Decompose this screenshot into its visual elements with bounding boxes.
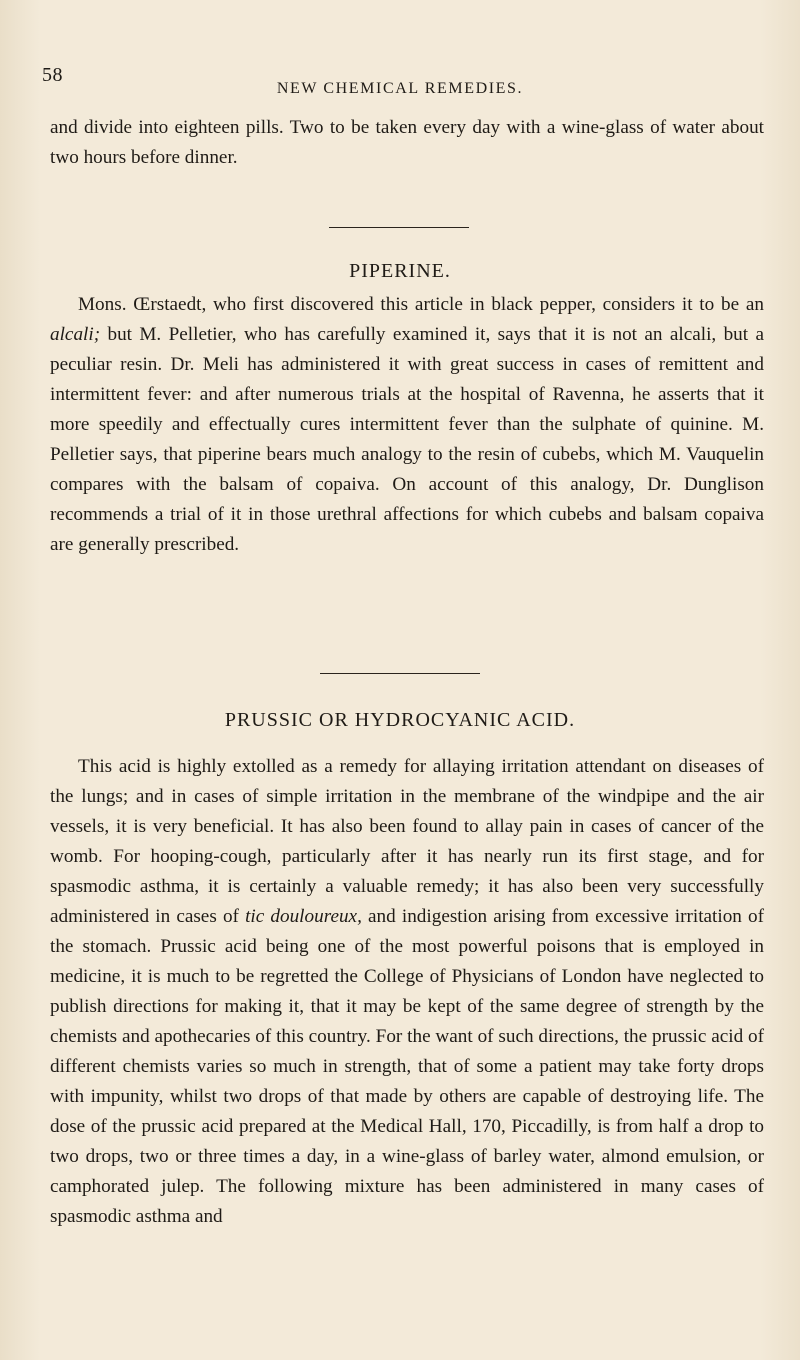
section-heading-piperine: PIPERINE. <box>349 260 451 282</box>
prussic-acid-paragraph <box>50 752 764 1232</box>
section-divider <box>320 673 480 674</box>
prussic-italic-term: tic douloureux, <box>245 906 362 927</box>
page-number: 58 <box>42 64 63 86</box>
section-divider <box>329 227 469 228</box>
piperine-text-part-2: but M. Pelletier, who has carefully examined it, says that it is not an alcali, but a peculiar resin. Dr. Meli has administered it with great success in cases of remittent and intermittent fever: and after numerous trials at the hospital of Ravenna, he asserts that it more speedily and effectually cures intermittent fever than the sulphate of quinine. M. Pelletier says, that piperine bears much analogy to the resin of cubebs, which M. Vauquelin compares with the balsam of copaiva. On account of this analogy, Dr. Dunglison recommends a trial of it in those urethral affections for which cubebs and balsam copaiva are generally prescribed. <box>50 324 764 555</box>
piperine-italic-term: alcali; <box>50 324 101 345</box>
prussic-text <box>50 752 764 1232</box>
piperine-text <box>50 290 764 560</box>
prussic-text-part-2: and indigestion arising from excessive irritation of the stomach. Prussic acid being one of the most powerful poisons that is employed in medicine, it is much to be regretted the College of Physicians of London have neglected to publish directions for making it, that it may be kept of the same degree of strength by the chemists and apothecaries of this country. For the want of such directions, the prussic acid of different chemists varies so much in strength, that of some a patient may take forty drops with impunity, whilst two drops of that made by others are capable of destroying life. The dose of the prussic acid prepared at the Medical Hall, 170, Piccadilly, is from half a drop to two drops, two or three times a day, in a wine-glass of barley water, almond emulsion, or camphorated julep. The following mixture has been administered in many cases of spasmodic asthma and <box>50 906 765 1227</box>
piperine-text-part-1: Mons. Œrstaedt, who first discovered this article in black pepper, considers it to be an <box>78 294 764 315</box>
prussic-text-part-1: This acid is highly extolled as a remedy for allaying irritation attendant on diseases of the lungs; and in cases of simple irritation in the membrane of the windpipe and the air vessels, it is very beneficial. It has also been found to allay pain in cases of cancer of the womb. For hooping-cough, particularly after it has nearly run its first stage, and for spasmodic asthma, it is certainly a valuable remedy; it has also been very successfully administered in cases of <box>50 756 764 927</box>
section-heading-prussic-acid: PRUSSIC OR HYDROCYANIC ACID. <box>224 709 576 731</box>
running-title: NEW CHEMICAL REMEDIES. <box>276 80 524 97</box>
piperine-paragraph <box>50 290 764 560</box>
intro-paragraph <box>50 113 764 173</box>
intro-text: and divide into eighteen pills. Two to be taken every day with a wine-glass of water about two hours before dinner. <box>50 117 764 168</box>
